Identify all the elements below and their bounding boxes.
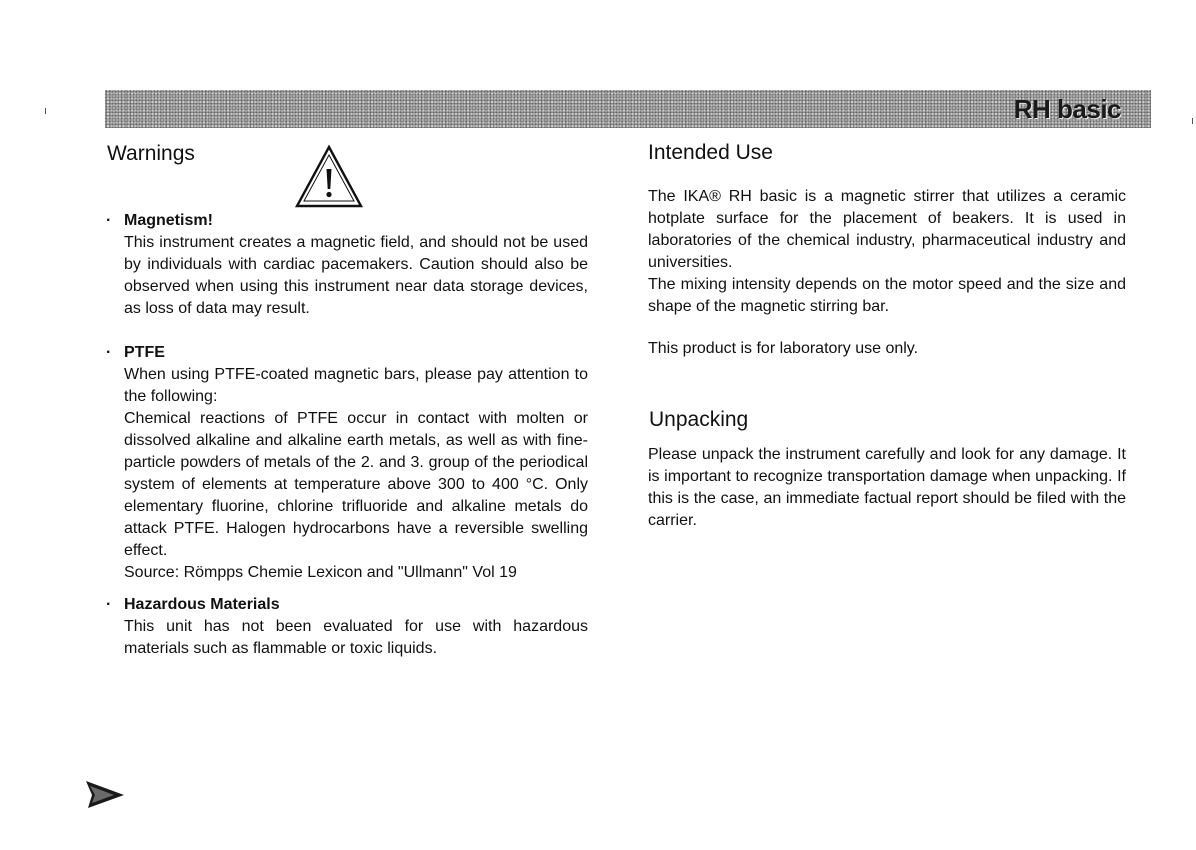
unpacking-body-block [648, 444, 1126, 532]
warning-body-ptfe-chemistry: Chemical reactions of PTFE occur in contact with molten or dissolved alkaline and alkaline earth metals, as well as with fine-particle powders of metals of the 2. and 3. group of the periodical system of elements at temperature above 300 to 400 °C. Only elementary fluorine, chlorine trifluoride and alkaline metals do attack PTFE. Halogen hydrocarbons have a reversible swelling effect. [124, 410, 588, 559]
bullet: · [106, 344, 112, 361]
intended-use-title: Intended Use [648, 141, 773, 164]
warning-triangle-icon [294, 143, 364, 209]
intended-use-para-2: The mixing intensity depends on the motor speed and the size and shape of the magnetic stirring bar. [648, 276, 1126, 315]
intended-use-body [648, 186, 1126, 360]
warning-label-hazardous: Hazardous Materials [124, 596, 280, 613]
warning-body-hazardous: This unit has not been evaluated for use with hazardous materials such as flammable or toxic liquids. [124, 618, 588, 657]
warning-label-magnetism: Magnetism! [124, 212, 213, 229]
warnings-title: Warnings [107, 142, 195, 165]
warning-item-ptfe [104, 342, 588, 584]
intended-use-para-1: The IKA® RH basic is a magnetic stirrer that utilizes a ceramic hotplate surface for the placement of beakers. It is used in laboratories of the chemical industry, pharmaceutical industry and universities. [648, 188, 1126, 271]
margin-mark-left [45, 108, 46, 114]
header-band [105, 90, 1151, 128]
unpacking-title: Unpacking [649, 408, 749, 431]
margin-mark-right [1192, 118, 1193, 124]
warnings-list [104, 210, 588, 660]
next-page-arrow-icon[interactable] [84, 778, 126, 810]
intended-use-para-3: This product is for laboratory use only. [648, 340, 919, 357]
warning-body-magnetism: This instrument creates a magnetic field, and should not be used by individuals with cardiac pacemakers. Caution should also be observed when using this instrument near data storage devices, as loss of data may result. [124, 234, 588, 317]
header-title: RH basic [1013, 94, 1121, 124]
bullet: · [106, 212, 112, 229]
warning-body-ptfe-source: Source: Römpps Chemie Lexicon and "Ullmann" Vol 19 [124, 564, 517, 581]
warning-item-hazardous [104, 594, 588, 660]
unpacking-body: Please unpack the instrument carefully and look for any damage. It is important to recognize transportation damage when unpacking. If this is the case, an immediate factual report should be filed with the carrier. [648, 446, 1126, 529]
warning-item-magnetism [104, 210, 588, 320]
bullet: · [106, 596, 112, 613]
warning-body-ptfe-intro: When using PTFE-coated magnetic bars, please pay attention to the following: [124, 366, 588, 405]
warning-label-ptfe: PTFE [124, 344, 165, 361]
